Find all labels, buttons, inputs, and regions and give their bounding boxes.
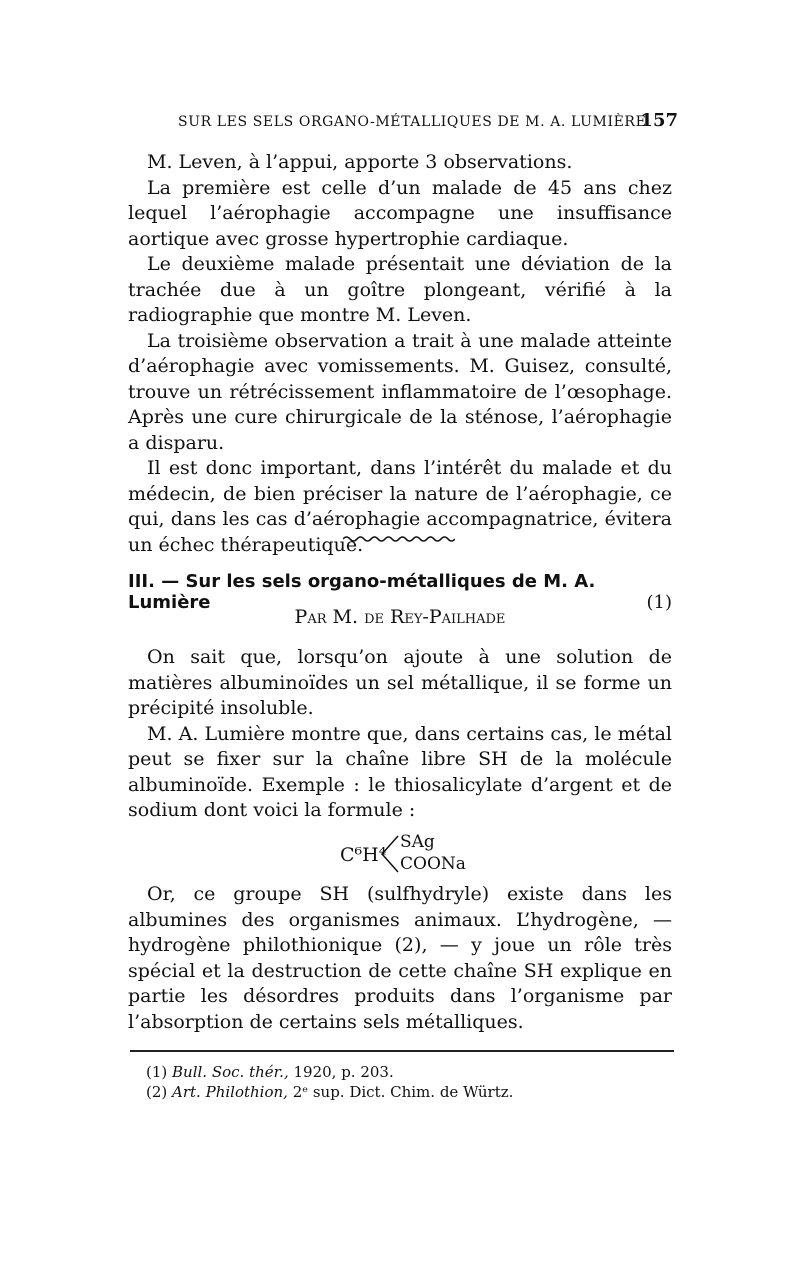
formula-branch-icon — [378, 834, 400, 874]
running-header — [178, 110, 678, 131]
footnote — [146, 1082, 676, 1102]
paragraph: M. A. Lumière montre que, dans certains cas, le métal peut se fixer sur la chaîne libre SH de la molécule albuminoïde. Exemple : le thiosalicylate d’argent et de sodium dont voici la formule : — [128, 722, 672, 821]
footnote-source: Bull. Soc. thér., — [172, 1063, 289, 1081]
paragraph: Or, ce groupe SH (sulfhydryle) existe dans les albumines des organismes animaux. L’hydrogène, — hydrogène philothionique (2), — y joue un rôle très spécial et la destruction de cette chaîne SH explique en partie les désordres produits dans l’organisme par l’absorption de certains sels métalliques. — [128, 883, 672, 1033]
title-footnote-ref: (1) — [646, 592, 672, 613]
author-prefix: Par M. de — [294, 606, 384, 628]
paragraph: Le deuxième malade présentait une déviation de la trachée due à un goître plongeant, vérifié à la radiographie que montre M. Leven. — [128, 253, 672, 326]
chemical-formula — [340, 832, 510, 878]
formula-upper: SAg — [400, 832, 435, 852]
footnote-source: Art. Philothion, — [172, 1083, 288, 1101]
article-title-text: III. — Sur les sels organo-métalliques de M. A. Lumière — [128, 571, 596, 613]
footnote-detail: 2ᵉ sup. Dict. Chim. de Würtz. — [292, 1083, 514, 1101]
formula-lower: COONa — [400, 854, 466, 874]
footnote — [146, 1062, 676, 1082]
article-author — [0, 606, 800, 628]
footnote-rule — [130, 1050, 674, 1052]
section-sels — [128, 645, 672, 824]
footnote-mark: (2) — [146, 1083, 168, 1101]
section-aerophagie — [128, 150, 672, 558]
paragraph: On sait que, lorsqu’on ajoute à une solution de matières albuminoïdes un sel métallique, il se forme un précipité insoluble. — [128, 646, 672, 719]
running-title: SUR LES SELS ORGANO-MÉTALLIQUES DE M. A. LUMIÈRE — [178, 114, 647, 130]
formula-base: C⁶H⁴ — [340, 844, 387, 866]
section-sulfhydryle — [128, 882, 672, 1035]
footnote-mark: (1) — [146, 1063, 168, 1081]
page-number: 157 — [640, 110, 678, 131]
footnote-detail: 1920, p. 203. — [293, 1063, 394, 1081]
wavy-divider — [343, 535, 455, 543]
paragraph: Il est donc important, dans l’intérêt du malade et du médecin, de bien préciser la nature de l’aérophagie, ce qui, dans les cas d’aérophagie accompagnatrice, évitera un échec thérapeutique. — [128, 457, 672, 556]
paragraph: M. Leven, à l’appui, apporte 3 observations. — [147, 151, 573, 173]
footnotes — [146, 1062, 676, 1102]
paragraph: La troisième observation a trait à une malade atteinte d’aérophagie avec vomissements. M. Guisez, consulté, trouve un rétrécissement inflammatoire de l’œsophage. Après une cure chirurgicale de la sténose, l’aérophagie a disparu. — [128, 329, 672, 454]
paragraph: La première est celle d’un malade de 45 ans chez lequel l’aérophagie accompagne une insuffisance aortique avec grosse hypertrophie cardiaque. — [128, 176, 672, 250]
author-name: Rey-Pailhade — [390, 606, 506, 628]
